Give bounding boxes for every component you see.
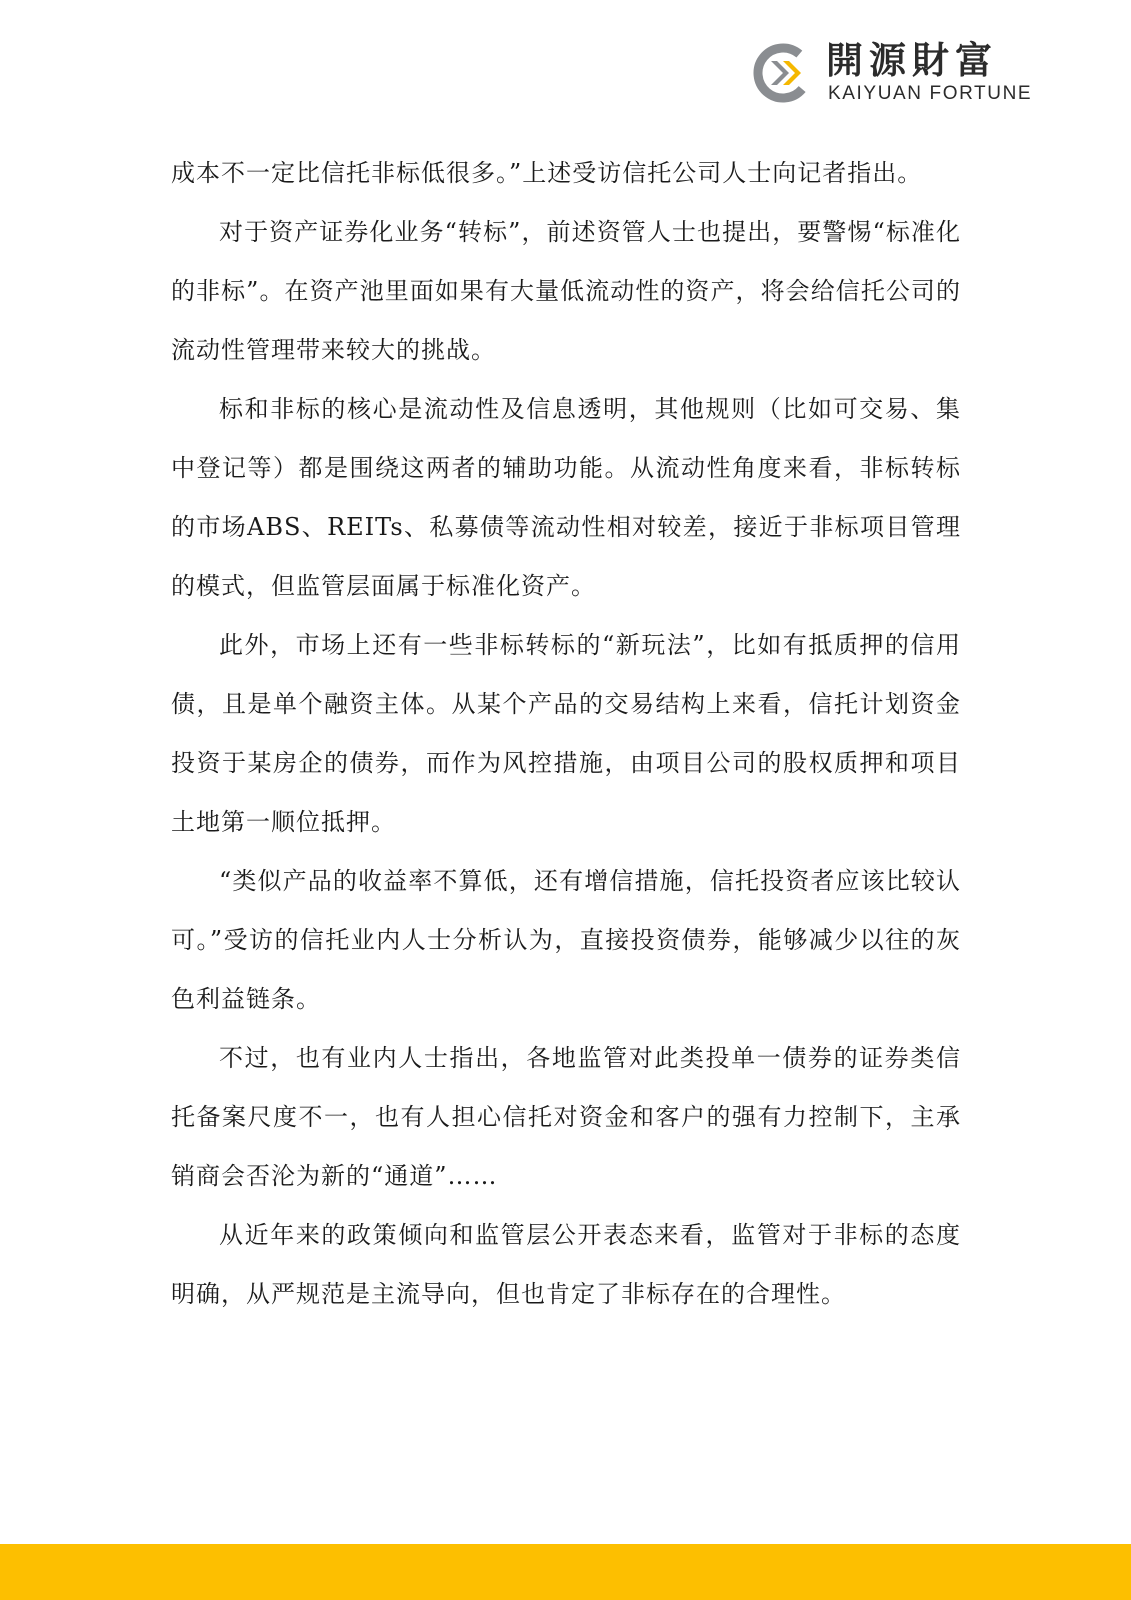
paragraph-continuation: 成本不一定比信托非标低很多。”上述受访信托公司人士向记者指出。 — [171, 159, 923, 187]
paragraph: “类似产品的收益率不算低，还有增信措施，信托投资者应该比较认可。”受访的信托业内人士分析认为，直接投资债券，能够减少以往的灰色利益链条。 — [171, 867, 961, 1013]
paragraph: 从近年来的政策倾向和监管层公开表态来看，监管对于非标的态度明确，从严规范是主流导向，但也肯定了非标存在的合理性。 — [171, 1221, 961, 1308]
logo-english-text: KAIYUAN FORTUNE — [828, 83, 1033, 104]
paragraph: 此外，市场上还有一些非标转标的“新玩法”，比如有抵质押的信用债，且是单个融资主体。从某个产品的交易结构上来看，信托计划资金投资于某房企的债券，而作为风控措施，由项目公司的股权质押和项目土地第一顺位抵押。 — [171, 631, 961, 836]
article-body — [171, 144, 961, 1324]
kaiyuan-logo-icon — [752, 42, 814, 104]
paragraph: 对于资产证券化业务“转标”，前述资管人士也提出，要警惕“标准化的非标”。在资产池里面如果有大量低流动性的资产，将会给信托公司的流动性管理带来较大的挑战。 — [171, 218, 961, 364]
paragraph: 不过，也有业内人士指出，各地监管对此类投单一债券的证券类信托备案尺度不一，也有人担心信托对资金和客户的强有力控制下，主承销商会否沦为新的“通道”…… — [171, 1044, 961, 1190]
logo-chinese-text: 開源財富 — [826, 39, 998, 82]
kaiyuan-fortune-logo — [752, 40, 1052, 106]
paragraph: 标和非标的核心是流动性及信息透明，其他规则（比如可交易、集中登记等）都是围绕这两者的辅助功能。从流动性角度来看，非标转标的市场ABS、REITs、私募债等流动性相对较差，接近于非标项目管理的模式，但监管层面属于标准化资产。 — [171, 395, 961, 600]
footer-accent-bar — [0, 1544, 1131, 1600]
